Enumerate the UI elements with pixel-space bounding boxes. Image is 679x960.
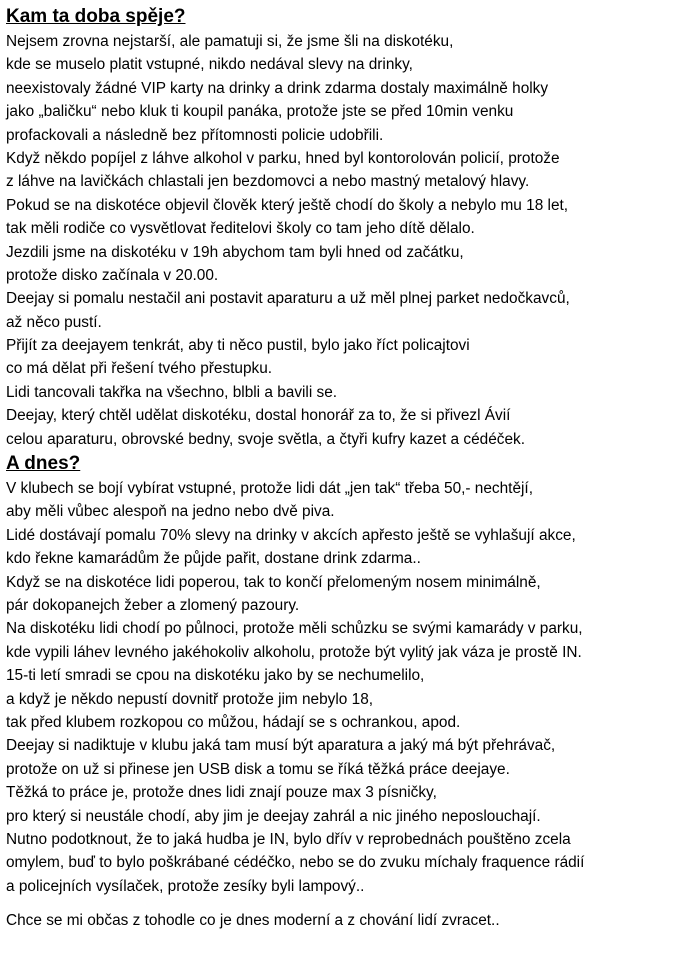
text-line: jako „baličku“ nebo kluk ti koupil panáka, protože jste se před 10min venku	[6, 103, 514, 121]
text-line: Lidi tancovali takřka na všechno, blbli a bavili se.	[6, 383, 338, 401]
text-line: a když je někdo nepustí dovnitř protože jim nebylo 18,	[6, 690, 374, 708]
text-line: Deejay, který chtěl udělat diskotéku, dostal honorář za to, že si přivezl Ávií	[6, 407, 511, 425]
text-line: tak měli rodiče co vysvětlovat ředitelovi školy co tam jeho dítě dělalo.	[6, 220, 475, 238]
text-line: Pokud se na diskotéce objevil člověk který ještě chodí do školy a nebylo mu 18 let,	[6, 196, 569, 214]
text-line: aby měli vůbec alespoň na jedno nebo dvě piva.	[6, 503, 335, 521]
text-line: Přijít za deejayem tenkrát, aby ti něco pustil, bylo jako říct policajtovi	[6, 337, 470, 355]
text-line: a policejních vysílaček, protože zesíky byli lampový..	[6, 877, 365, 895]
text-line: kdo řekne kamarádům že půjde pařit, dostane drink zdarma..	[6, 550, 421, 568]
text-line: Když někdo popíjel z láhve alkohol v parku, hned byl kontorolován policií, protože	[6, 149, 560, 167]
text-line: Nejsem zrovna nejstarší, ale pamatuji si, že jsme šli na diskotéku,	[6, 33, 454, 50]
text-line: kde vypili láhev levného jakéhokoliv alkoholu, protože být vylitý jak váza je prostě IN.	[6, 643, 582, 661]
text-line: pro který si neustále chodí, aby jim je deejay zahrál a nic jiného neposlouchají.	[6, 807, 541, 825]
text-line: Deejay si pomalu nestačil ani postavit aparaturu a už měl plnej parket nedočkavců,	[6, 290, 570, 308]
text-line: neexistovaly žádné VIP karty na drinky a drink zdarma dostaly maximálně holky	[6, 79, 549, 97]
text-line: V klubech se bojí vybírat vstupné, protože lidi dát „jen tak“ třeba 50,- nechtějí,	[6, 480, 533, 498]
text-line: Těžká to práce je, protože dnes lidi znají pouze max 3 písničky,	[6, 784, 437, 802]
text-line: protože disko začínala v 20.00.	[6, 266, 219, 284]
section-body-past	[6, 30, 676, 451]
text-line: kde se muselo platit vstupné, nikdo nedával slevy na drinky,	[6, 56, 413, 74]
text-line: co má dělat při řešení tvého přestupku.	[6, 360, 273, 378]
section-heading-today: A dnes?	[6, 453, 81, 475]
text-line: omylem, buď to bylo poškrábané cédéčko, nebo se do zvuku míchaly fraquence rádií	[6, 854, 585, 872]
text-line: až něco pustí.	[6, 313, 102, 331]
paragraph-gap	[6, 898, 676, 909]
closing-line: Chce se mi občas z tohodle co je dnes moderní a z chování lidí zvracet..	[6, 912, 500, 930]
text-line: celou aparaturu, obrovské bedny, svoje světla, a čtyři kufry kazet a cédéček.	[6, 430, 525, 448]
text-line: Na diskotéku lidi chodí po půlnoci, protože měli schůzku se svými kamarády v parku,	[6, 620, 583, 638]
text-line: tak před klubem rozkopou co můžou, hádají se s ochrankou, apod.	[6, 713, 461, 731]
text-line: Deejay si nadiktuje v klubu jaká tam musí být aparatura a jaký má být přehrávač,	[6, 737, 556, 755]
text-line: Nutno podotknout, že to jaká hudba je IN, bylo dřív v reprobednách pouštěno zcela	[6, 830, 571, 848]
text-line: z láhve na lavičkách chlastali jen bezdomovci a nebo mastný metalový hlavy.	[6, 173, 530, 191]
text-line: pár dokopanejch žeber a zlomený pazoury.	[6, 596, 300, 614]
section-body-today	[6, 477, 676, 898]
text-line: 15-ti letí smradi se cpou na diskotéku jako by se nechumelilo,	[6, 667, 425, 685]
text-line: Lidé dostávají pomalu 70% slevy na drinky v akcích apřesto ještě se vyhlašují akce,	[6, 526, 576, 544]
text-line: profackovali a následně bez přítomnosti policie udobřili.	[6, 126, 384, 144]
text-line: Když se na diskotéce lidi poperou, tak to končí přelomeným nosem minimálně,	[6, 573, 541, 591]
document	[6, 4, 676, 932]
text-line: Jezdili jsme na diskotéku v 19h abychom tam byli hned od začátku,	[6, 243, 464, 261]
section-heading-past: Kam ta doba spěje?	[6, 6, 186, 27]
text-line: protože on už si přinese jen USB disk a tomu se říká těžká práce deejaye.	[6, 760, 510, 778]
